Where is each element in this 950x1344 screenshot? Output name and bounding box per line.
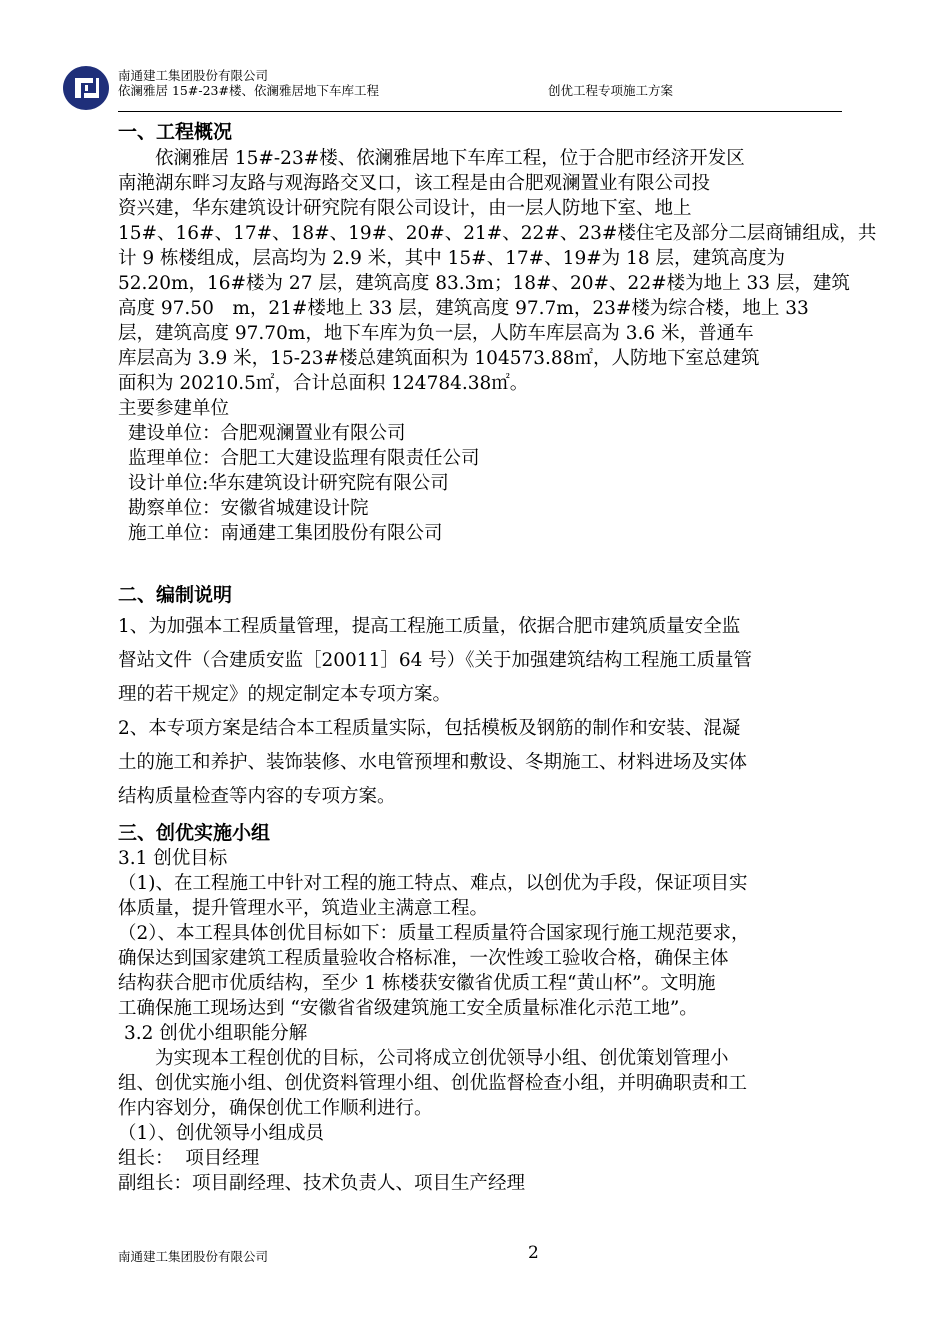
paragraph-line: （1)、在工程施工中针对工程的施工特点、难点，以创优为手段，保证项目实 [118, 873, 748, 894]
units-title: 主要参建单位 [118, 398, 230, 419]
company-logo-icon [62, 64, 110, 112]
subsection-title: 3.1 创优目标 [118, 848, 228, 869]
paragraph-line: 为实现本工程创优的目标，公司将成立创优领导小组、创优策划管理小 [155, 1048, 729, 1069]
paragraph-line: 计 9 栋楼组成，层高均为 2.9 米，其中 15#、17#、19#为 18 层，建筑高度为 [118, 248, 786, 269]
division-paragraph [118, 1046, 848, 1121]
section1-body [118, 146, 877, 396]
footer-company: 南通建工集团股份有限公司 [118, 1249, 269, 1264]
header-doc-title: 创优工程专项施工方案 [548, 83, 674, 98]
section3-heading: 三、创优实施小组 [118, 822, 271, 844]
section2-heading: 二、编制说明 [118, 584, 233, 606]
unit-item: 建设单位：合肥观澜置业有限公司 [128, 423, 406, 444]
unit-item: 勘察单位：安徽省城建设计院 [128, 498, 369, 519]
paragraph-line: 高度 97.50 m，21#楼地上 33 层，建筑高度 97.7m，23#楼为综合楼，地上 33 [118, 298, 809, 319]
units-list [118, 421, 848, 546]
goal-1 [118, 871, 848, 921]
goal-2 [118, 921, 848, 1021]
paragraph-line: 层，建筑高度 97.70m，地下车库为负一层，人防车库层高为 3.6 米，普通车 [118, 323, 754, 344]
paragraph-line: 1、为加强本工程质量管理，提高工程施工质量，依据合肥市建筑质量安全监 [118, 616, 741, 637]
paragraph-line: 结构获合肥市优质结构，至少 1 栋楼获安徽省优质工程“黄山杯”。文明施 [118, 973, 716, 994]
header-rule [118, 111, 842, 112]
paragraph-line: 面积为 20210.5㎡，合计总面积 124784.38㎡。 [118, 373, 529, 394]
page-content [118, 118, 877, 1196]
unit-item: 设计单位:华东建筑设计研究院有限公司 [128, 473, 449, 494]
paragraph-line: 督站文件（合建质安监［20011］64 号）《关于加强建筑结构工程施工质量管 [118, 650, 753, 671]
page-header [62, 62, 842, 114]
unit-item: 监理单位：合肥工大建设监理有限责任公司 [128, 448, 480, 469]
paragraph-line: 理的若干规定》的规定制定本专项方案。 [118, 684, 452, 705]
paragraph-line: 结构质量检查等内容的专项方案。 [118, 786, 396, 807]
paragraph-line: 15#、16#、17#、18#、19#、20#、21#、22#、23#楼住宅及部分二层商铺组成，共 [118, 223, 877, 244]
page-number: 2 [528, 1243, 539, 1263]
paragraph-line: 土的施工和养护、装饰装修、水电管预埋和敷设、冬期施工、材料进场及实体 [118, 752, 748, 773]
paragraph-line: 52.20m，16#楼为 27 层，建筑高度 83.3m；18#、20#、22#楼为地上 33 层，建筑 [118, 273, 850, 294]
paragraph-line: 资兴建，华东建筑设计研究院有限公司设计，由一层人防地下室、地上 [118, 198, 692, 219]
page-footer [118, 1243, 848, 1263]
section2-body [118, 610, 848, 814]
leader-group-title: （1）、创优领导小组成员 [118, 1123, 325, 1144]
group-leader: 组长： 项目经理 [118, 1148, 260, 1169]
paragraph-line: 作内容划分，确保创优工作顺利进行。 [118, 1098, 433, 1119]
section1-heading: 一、工程概况 [118, 121, 233, 143]
paragraph-line: 库层高为 3.9 米，15-23#楼总建筑面积为 104573.88㎡，人防地下室总建筑 [118, 348, 760, 369]
header-company: 南通建工集团股份有限公司 [118, 68, 269, 83]
paragraph-line: 依澜雅居 15#-23#楼、依澜雅居地下车库工程，位于合肥市经济开发区 [155, 148, 745, 169]
paragraph-line: 2、本专项方案是结合本工程质量实际，包括模板及钢筋的制作和安装、混凝 [118, 718, 741, 739]
paragraph-line: 南滟湖东畔习友路与观海路交叉口，该工程是由合肥观澜置业有限公司投 [118, 173, 711, 194]
paragraph-line: 体质量，提升管理水平，筑造业主满意工程。 [118, 898, 489, 919]
paragraph-line: （2）、本工程具体创优目标如下：质量工程质量符合国家现行施工规范要求， [118, 923, 750, 944]
paragraph-line: 组、创优实施小组、创优资料管理小组、创优监督检查小组，并明确职责和工 [118, 1073, 748, 1094]
paragraph-line: 确保达到国家建筑工程质量验收合格标准，一次性竣工验收合格，确保主体 [118, 948, 729, 969]
header-project: 依澜雅居 15#-23#楼、依澜雅居地下车库工程 [118, 83, 379, 98]
subsection-title: 3.2 创优小组职能分解 [124, 1023, 308, 1044]
deputy-leader: 副组长：项目副经理、技术负责人、项目生产经理 [118, 1173, 526, 1194]
paragraph-line: 工确保施工现场达到 “安徽省省级建筑施工安全质量标准化示范工地”。 [118, 998, 698, 1019]
unit-item: 施工单位：南通建工集团股份有限公司 [128, 523, 443, 544]
